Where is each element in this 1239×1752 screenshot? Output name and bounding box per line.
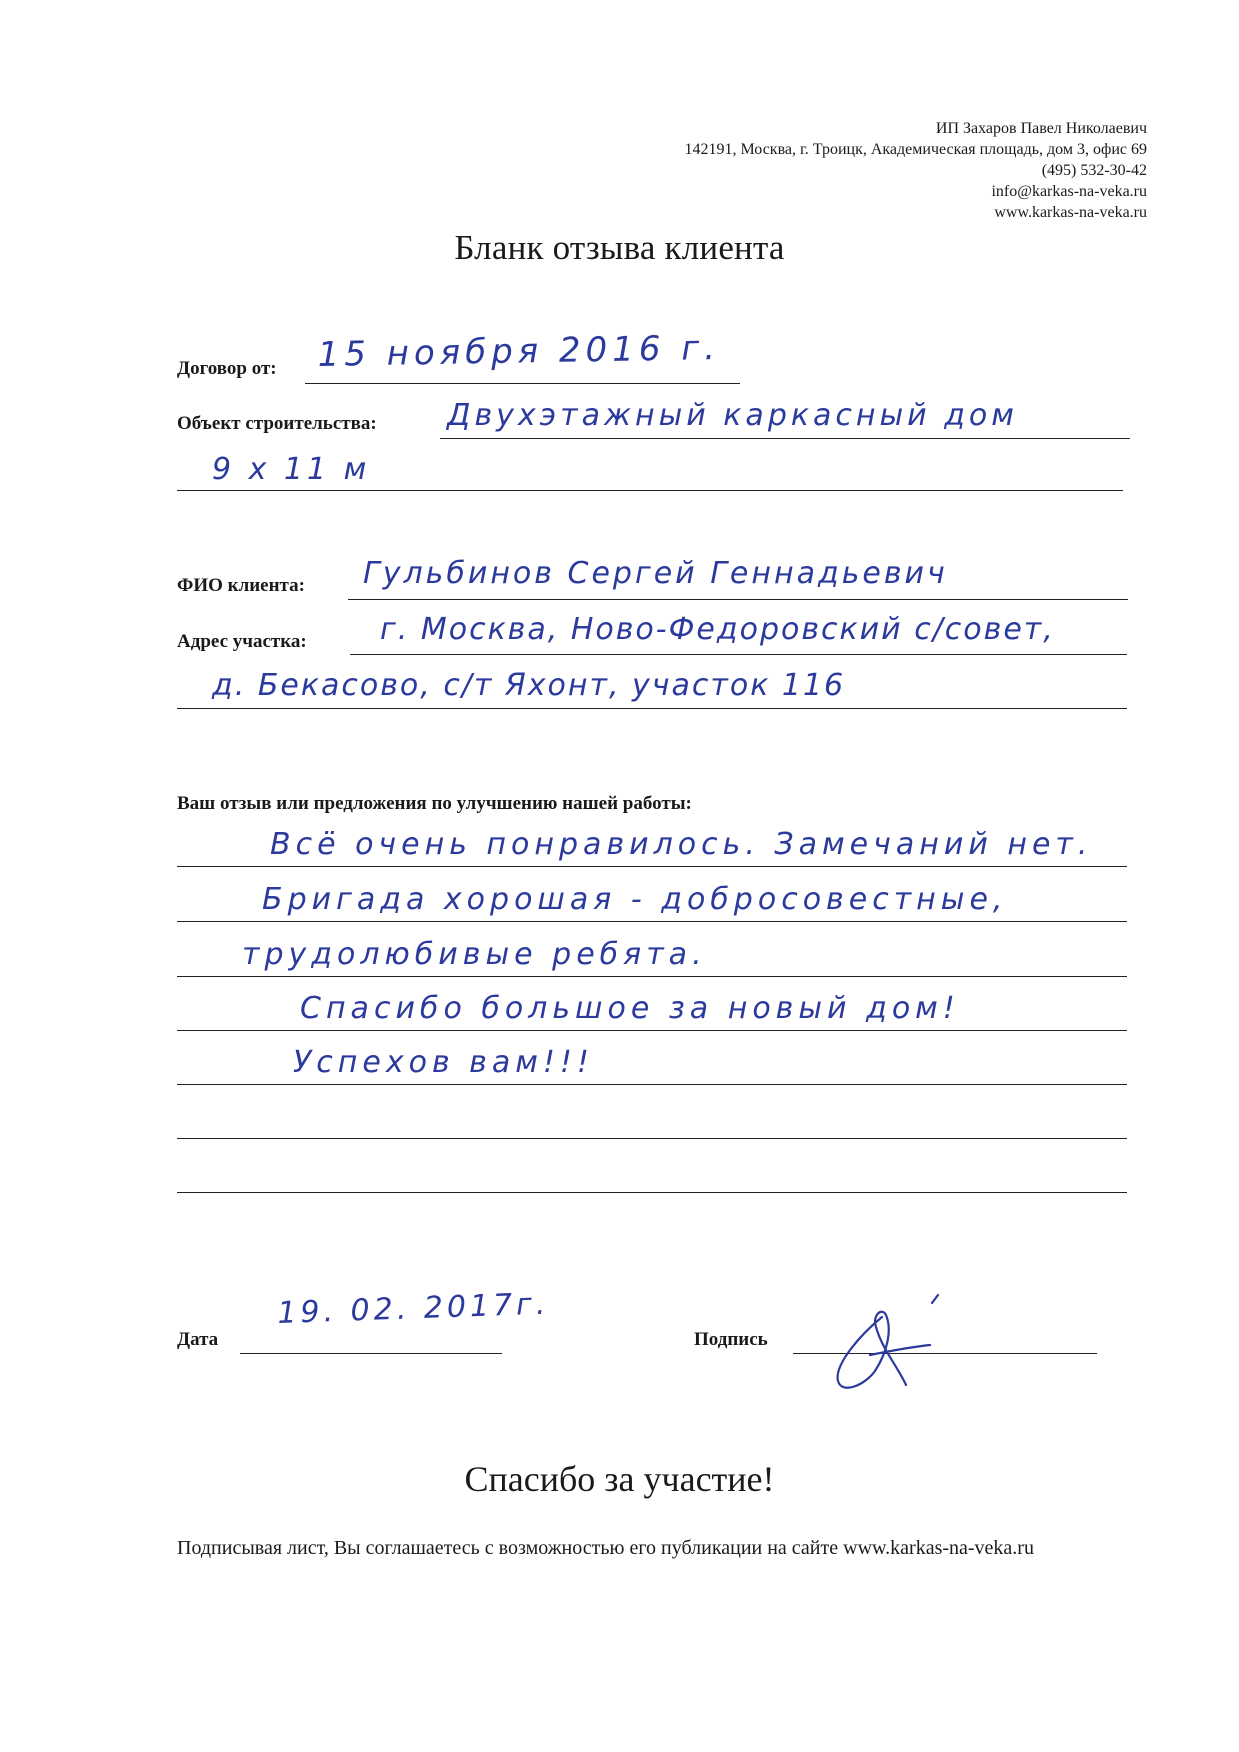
address-value-line1[interactable]: г. Москва, Ново-Федоровский с/совет, <box>380 612 1055 647</box>
company-info <box>684 118 1147 223</box>
feedback-line-5 <box>177 1084 1127 1085</box>
publication-consent-note: Подписывая лист, Вы соглашаетесь с возможностью его публикации на сайте www.karkas-na-veka.ru <box>177 1537 1034 1559</box>
client-value[interactable]: Гульбинов Сергей Геннадьевич <box>363 556 948 591</box>
feedback-line-2 <box>177 921 1127 922</box>
feedback-line-6 <box>177 1138 1127 1139</box>
company-phone: (495) 532-30-42 <box>1041 162 1147 179</box>
company-website: www.karkas-na-veka.ru <box>994 204 1147 221</box>
object-value-line2[interactable]: 9 x 11 м <box>212 452 371 487</box>
client-line <box>348 599 1128 600</box>
signature-label: Подпись <box>694 1329 768 1350</box>
feedback-line-4 <box>177 1030 1127 1031</box>
feedback-text-line-1[interactable]: Всё очень понравилось. Замечаний нет. <box>270 827 1093 862</box>
company-email: info@karkas-na-veka.ru <box>991 183 1147 200</box>
thanks-heading: Спасибо за участие! <box>464 1459 775 1499</box>
feedback-text-line-3[interactable]: трудолюбивые ребята. <box>242 937 707 972</box>
object-value-line1[interactable]: Двухэтажный каркасный дом <box>447 398 1018 433</box>
date-label: Дата <box>177 1329 219 1350</box>
contract-date-value[interactable]: 15 ноября 2016 г. <box>317 327 721 375</box>
date-line <box>240 1353 502 1354</box>
date-value[interactable]: 19. 02. 2017г. <box>276 1286 550 1331</box>
object-line-2 <box>177 490 1123 491</box>
contract-label: Договор от: <box>177 358 277 379</box>
company-address: 142191, Москва, г. Троицк, Академическая площадь, дом 3, офис 69 <box>684 141 1147 158</box>
contract-line <box>305 383 740 384</box>
feedback-line-3 <box>177 976 1127 977</box>
address-line-2 <box>177 708 1127 709</box>
address-label: Адрес участка: <box>177 631 307 652</box>
feedback-line-1 <box>177 866 1127 867</box>
object-label: Объект строительства: <box>177 413 377 434</box>
address-value-line2[interactable]: д. Бекасово, с/т Яхонт, участок 116 <box>212 668 846 703</box>
company-name: ИП Захаров Павел Николаевич <box>935 120 1147 137</box>
handwritten-signature <box>820 1285 970 1400</box>
feedback-label: Ваш отзыв или предложения по улучшению нашей работы: <box>177 793 692 814</box>
feedback-text-line-4[interactable]: Спасибо большое за новый дом! <box>300 991 960 1026</box>
client-label: ФИО клиента: <box>177 575 305 596</box>
form-title: Бланк отзыва клиента <box>454 228 785 267</box>
feedback-text-line-5[interactable]: Успехов вам!!! <box>293 1045 594 1080</box>
feedback-line-7 <box>177 1192 1127 1193</box>
feedback-text-line-2[interactable]: Бригада хорошая - добросовестные, <box>262 882 1008 917</box>
address-line-1 <box>350 654 1127 655</box>
object-line-1 <box>440 438 1130 439</box>
